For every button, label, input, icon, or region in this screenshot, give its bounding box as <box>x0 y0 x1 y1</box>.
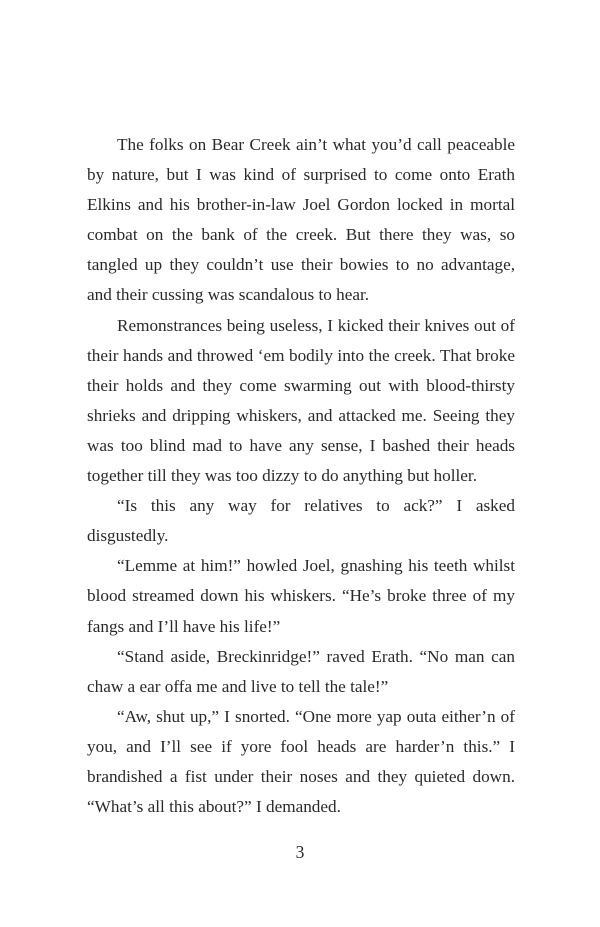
page-number: 3 <box>295 842 305 862</box>
page-body-text <box>87 130 515 822</box>
paragraph: The folks on Bear Creek ain’t what you’d call peaceable by nature, but I was kind of surprised to come onto Erath Elkins and his brother-in-law Joel Gordon locked in mortal combat on the bank of the creek. But there they was, so tangled up they couldn’t use their bowies to no advantage, and their cussing was scandalous to hear. <box>87 135 515 305</box>
paragraph: “Lemme at him!” howled Joel, gnashing his teeth whilst blood streamed down his whiskers. “He’s broke three of my fangs and I’ll have his life!” <box>87 556 515 636</box>
paragraph: “Stand aside, Breckinridge!” raved Erath. “No man can chaw a ear offa me and live to tell the tale!” <box>87 646 515 696</box>
paragraph: Remonstrances being useless, I kicked their knives out of their hands and throwed ‘em bodily into the creek. That broke their holds and they come swarming out with blood-thirsty shrieks and dripping whiskers, and attacked me. Seeing they was too blind mad to have any sense, I bashed their heads together till they was too dizzy to do anything but holler. <box>87 315 515 486</box>
paragraph: “Is this any way for relatives to ack?” I asked disgustedly. <box>87 496 515 546</box>
paragraph: “Aw, shut up,” I snorted. “One more yap outa either’n of you, and I’ll see if yore fool heads are harder’n this.” I brandished a fist under their noses and they quieted down. “What’s all this about?” I demanded. <box>87 706 515 817</box>
